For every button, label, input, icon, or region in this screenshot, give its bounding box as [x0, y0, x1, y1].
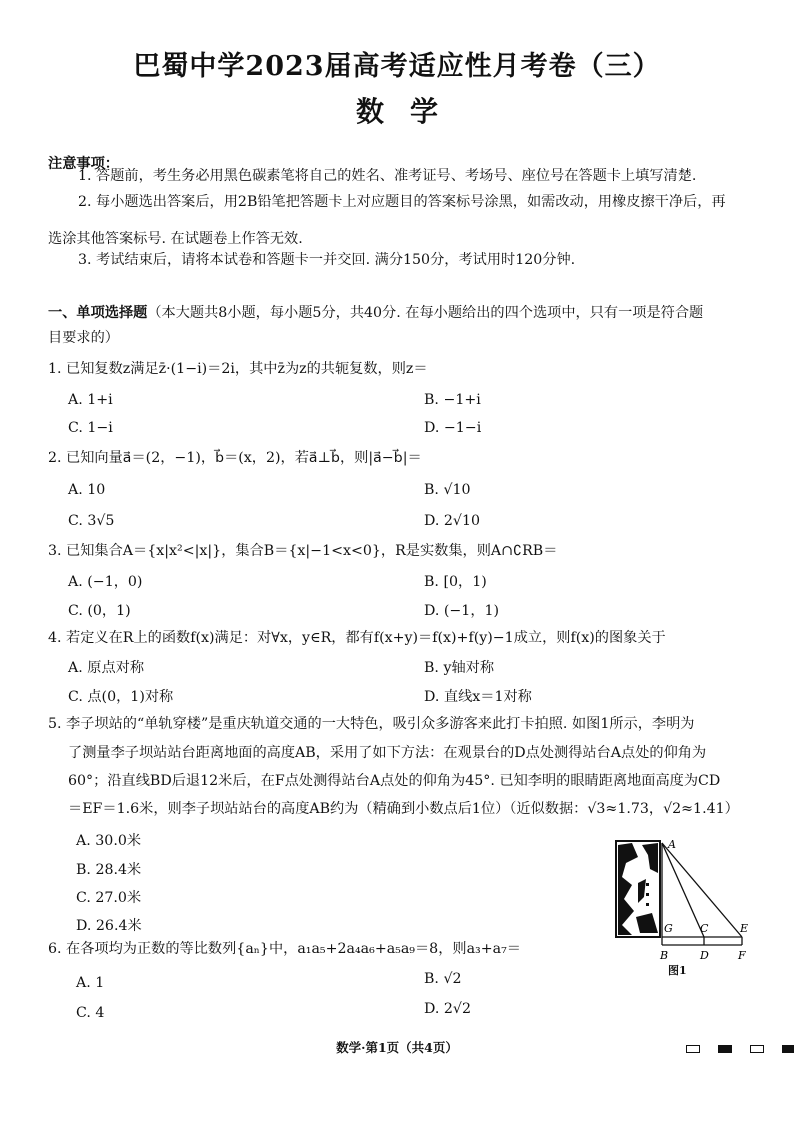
- q3-option-c: C. (0，1): [68, 603, 131, 619]
- section-heading-rest: （本大题共8小题，每小题5分，共40分. 在每小题给出的四个选项中，只有一项是符合题: [147, 305, 704, 321]
- question-4-stem: 4. 若定义在R上的函数f(x)满足：对∀x，y∈R，都有f(x+y)＝f(x)+f(y)−1成立，则f(x)的图象关于: [48, 630, 666, 646]
- question-1-stem: 1. 已知复数z满足z̄·(1−i)＝2i，其中z̄为z的共轭复数，则z＝: [48, 361, 428, 377]
- registration-mark-filled: [718, 1045, 732, 1053]
- label-e: E: [740, 922, 749, 935]
- question-3-stem: 3. 已知集合A＝{x|x²<|x|}，集合B＝{x|−1<x<0}，R是实数集，则A∩∁RB＝: [48, 543, 558, 559]
- q1-option-d: D. −1−i: [424, 420, 482, 436]
- question-5-stem-line-3: 60°；沿直线BD后退12米后，在F点处测得站台A点处的仰角为45°. 已知李明的眼睛距离地面高度为CD: [68, 773, 721, 789]
- q3-option-a: A. (−1，0): [68, 574, 143, 590]
- q6-option-d: D. 2√2: [424, 1001, 471, 1017]
- q3-option-b: B. [0，1): [424, 574, 487, 590]
- q3-option-d: D. (−1，1): [424, 603, 500, 619]
- label-d: D: [700, 949, 709, 962]
- subject-title: 数学: [355, 95, 464, 128]
- q1-option-b: B. −1+i: [424, 392, 481, 408]
- q5-option-c: C. 27.0米: [76, 890, 142, 906]
- label-g: G: [664, 922, 673, 935]
- registration-mark-empty: [750, 1045, 764, 1053]
- q6-option-c: C. 4: [76, 1005, 105, 1021]
- note-item-2-cont: 选涂其他答案标号. 在试题卷上作答无效.: [48, 231, 303, 247]
- q2-option-c: C. 3√5: [68, 513, 115, 529]
- figure-1-diagram: [612, 833, 764, 983]
- q2-option-a: A. 10: [68, 482, 106, 498]
- label-a: A: [668, 838, 676, 851]
- notes-heading: 注意事项：: [48, 156, 119, 172]
- q4-option-b: B. y轴对称: [424, 660, 495, 676]
- q6-option-b: B. √2: [424, 971, 462, 987]
- q1-option-a: A. 1+i: [68, 392, 113, 408]
- registration-mark-empty: [686, 1045, 700, 1053]
- note-item-3: 3. 考试结束后，请将本试卷和答题卡一并交回. 满分150分，考试用时120分钟.: [78, 252, 576, 268]
- label-c: C: [700, 922, 709, 935]
- question-5-stem-line-4: ＝EF＝1.6米，则李子坝站站台的高度AB约为（精确到小数点后1位）（近似数据：√3≈1.73，√2≈1.41）: [68, 801, 739, 817]
- building-window: [646, 883, 649, 886]
- q2-option-d: D. 2√10: [424, 513, 481, 529]
- question-5-stem-line-2: 了测量李子坝站站台距离地面的高度AB，采用了如下方法：在观景台的D点处测得站台A点处的仰角为: [68, 745, 707, 761]
- q4-option-d: D. 直线x＝1对称: [424, 689, 532, 705]
- label-f: F: [738, 949, 746, 962]
- section-heading-cont: 目要求的）: [48, 330, 119, 346]
- label-b: B: [660, 949, 669, 962]
- figure-1-caption: 图1: [668, 964, 687, 977]
- question-2-stem: 2. 已知向量a⃗＝(2，−1)，b⃗＝(x，2)，若a⃗⊥b⃗，则|a⃗−b⃗|＝: [48, 450, 422, 466]
- q5-option-b: B. 28.4米: [76, 862, 142, 878]
- q5-option-a: A. 30.0米: [76, 833, 142, 849]
- question-5-stem-line-1: 5. 李子坝站的“单轨穿楼”是重庆轨道交通的一大特色，吸引众多游客来此打卡拍照. 如图1所示，李明为: [48, 716, 695, 732]
- q1-option-c: C. 1−i: [68, 420, 113, 436]
- question-6-stem: 6. 在各项均为正数的等比数列{aₙ}中，a₁a₅+2a₄a₆+a₅a₉＝8，则a₃+a₇＝: [48, 941, 521, 957]
- note-item-1: 1. 答题前，考生务必用黑色碳素笔将自己的姓名、准考证号、考场号、座位号在答题卡上填写清楚.: [78, 168, 697, 184]
- q5-option-d: D. 26.4米: [76, 918, 142, 934]
- building-window: [646, 893, 649, 896]
- page-footer: 数学·第1页（共4页）: [336, 1040, 458, 1055]
- q2-option-b: B. √10: [424, 482, 471, 498]
- section-heading-bold: 一、单项选择题: [48, 305, 148, 321]
- registration-mark-filled: [782, 1045, 794, 1053]
- exam-title: 巴蜀中学2023届高考适应性月考卷（三）: [133, 51, 661, 82]
- q6-option-a: A. 1: [76, 975, 105, 991]
- section-heading: [48, 303, 703, 323]
- q4-option-a: A. 原点对称: [68, 660, 145, 676]
- building-window: [646, 903, 649, 906]
- registration-marks: [686, 1045, 794, 1053]
- q4-option-c: C. 点(0，1)对称: [68, 689, 174, 705]
- note-item-2: 2. 每小题选出答案后，用2B铅笔把答题卡上对应题目的答案标号涂黑，如需改动，用橡皮擦干净后，再: [78, 194, 726, 210]
